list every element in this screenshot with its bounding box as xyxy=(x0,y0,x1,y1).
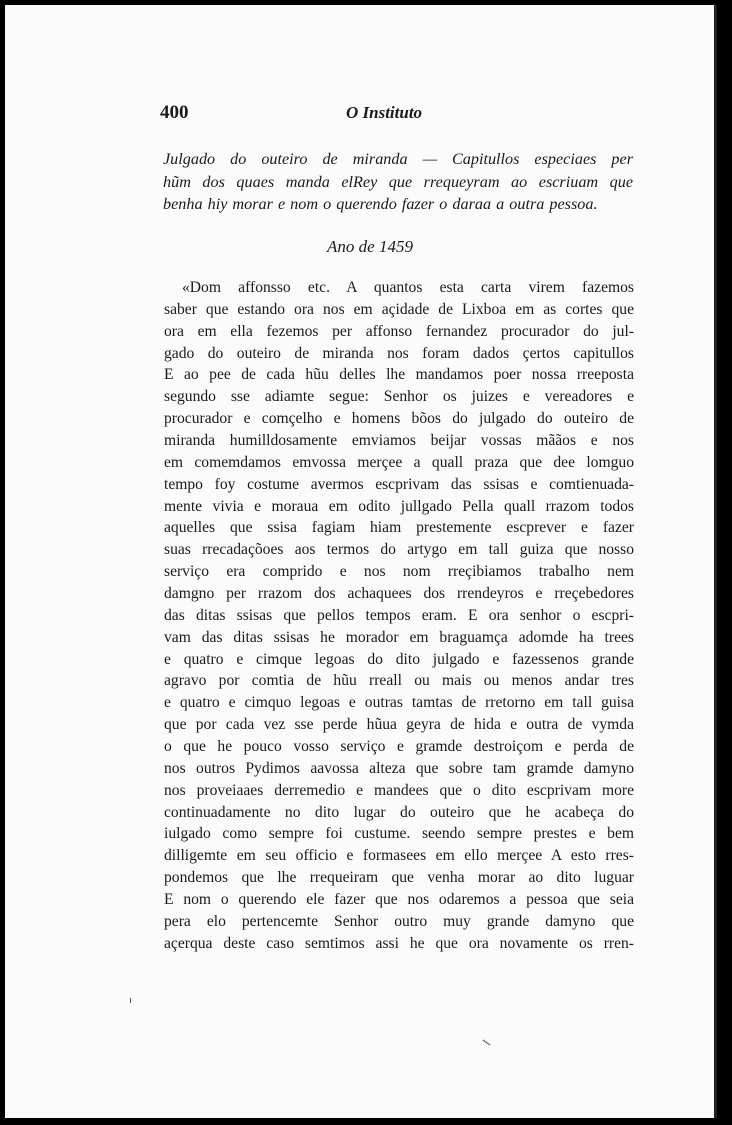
body-line: em comemdamos emvossa merçee a quall praza que dee lomguo xyxy=(164,453,634,471)
year-label: Ano de 1459 xyxy=(327,237,413,256)
scan-speck xyxy=(130,998,131,1003)
body-line: E ao pee de cada hũu delles lhe mandamos poer nossa rreeposta xyxy=(164,366,634,384)
body-line: «Dom affonsso etc. A quantos esta carta virem fazemos xyxy=(182,279,634,296)
heading-line: Julgado do outeiro de miranda — Capitullos especiaes per xyxy=(163,150,633,168)
body-line: mente vivia e moraua em odito jullgado Pella quall rrazom todos xyxy=(164,497,634,515)
body-line: e quatro e cimquo legoas e outras tamtas de rretorno em tall guisa xyxy=(164,694,634,712)
body-line: nos proveiaaes derremedio e mandees que o dito escprivam more xyxy=(164,781,634,799)
body-line: açerqua deste caso semtimos assi he que ora novamente os rren- xyxy=(164,934,634,952)
body-line: nos outros Pydimos aavossa alteza que sobre tam gramde damyno xyxy=(164,759,634,777)
body-line: vam das ditas ssisas he morador em braguamça adomde ha trees xyxy=(164,628,634,646)
body-line: pera elo pertencemte Senhor outro muy grande damyno que xyxy=(164,912,634,930)
body-line: e quatro e cimque legoas do dito julgado e fazessenos grande xyxy=(164,650,634,668)
body-line: gado do outeiro de miranda nos foram dados çertos capitullos xyxy=(164,344,634,362)
body-line: damgno per rrazom dos achaquees dos rrendeyros e rreçebedores xyxy=(164,585,634,603)
body-line: agravo por comtia de hũu rreall ou mais ou menos andar tres xyxy=(164,672,634,690)
book-page xyxy=(5,5,717,1118)
body-text xyxy=(164,277,634,955)
heading-line: hũm dos quaes manda elRey que rrequeyram ao escriuam que xyxy=(163,172,633,191)
body-line: tempo foy costume avermos escprivam das ssisas e comtienuada- xyxy=(164,475,634,493)
body-line: dilligemte em seu officio e formasees em ello merçee A esto rres- xyxy=(164,847,634,865)
body-line: pondemos que lhe rrequeiram que venha morar ao dito luguar xyxy=(164,869,634,887)
body-line: iulgado como sempre foi custume. seendo sempre prestes e bem xyxy=(164,825,634,843)
body-line: continuadamente no dito lugar do outeiro que he acabeça do xyxy=(164,803,634,821)
page-number: 400 xyxy=(160,102,189,123)
scan-speck xyxy=(483,1040,491,1046)
page-header xyxy=(160,102,632,126)
body-line: aquelles que ssisa fagiam hiam prestemente escprever e fazer xyxy=(164,519,634,537)
body-line: que por cada vez sse perde hũua geyra de hida e outra de vymda xyxy=(164,716,634,734)
body-line: o que he pouco vosso serviço e gramde destroiçom e perda de xyxy=(164,738,634,756)
body-line: ora em ella fezemos per affonso fernandez procurador do jul- xyxy=(164,322,634,340)
body-line: suas rrecadaçõoes aos termos do artygo em tall guiza que nosso xyxy=(164,541,634,559)
body-line: saber que estando ora nos em açidade de Lixboa em as cortes que xyxy=(164,300,634,318)
body-line: miranda humilldosamente emviamos beijar vossas mããos e nos xyxy=(164,432,634,450)
body-line: segundo sse adiamte segue: Senhor os juizes e vereadores e xyxy=(164,388,634,406)
body-line: das ditas ssisas que pellos tempos eram. E ora senhor o escpri- xyxy=(164,606,634,624)
document-heading xyxy=(163,148,633,216)
running-title: O Instituto xyxy=(346,103,423,122)
body-line: procurador e comçelho e homens bõos do julgado do outeiro de xyxy=(164,410,634,428)
body-line: E nom o querendo ele fazer que nos odaremos a pessoa que seia xyxy=(164,891,634,909)
body-line: serviço era comprido e nos nom rreçibiamos trabalho nem xyxy=(164,563,634,581)
heading-line: benha hiy morar e nom o querendo fazer o daraa a outra pessoa. xyxy=(163,195,598,214)
